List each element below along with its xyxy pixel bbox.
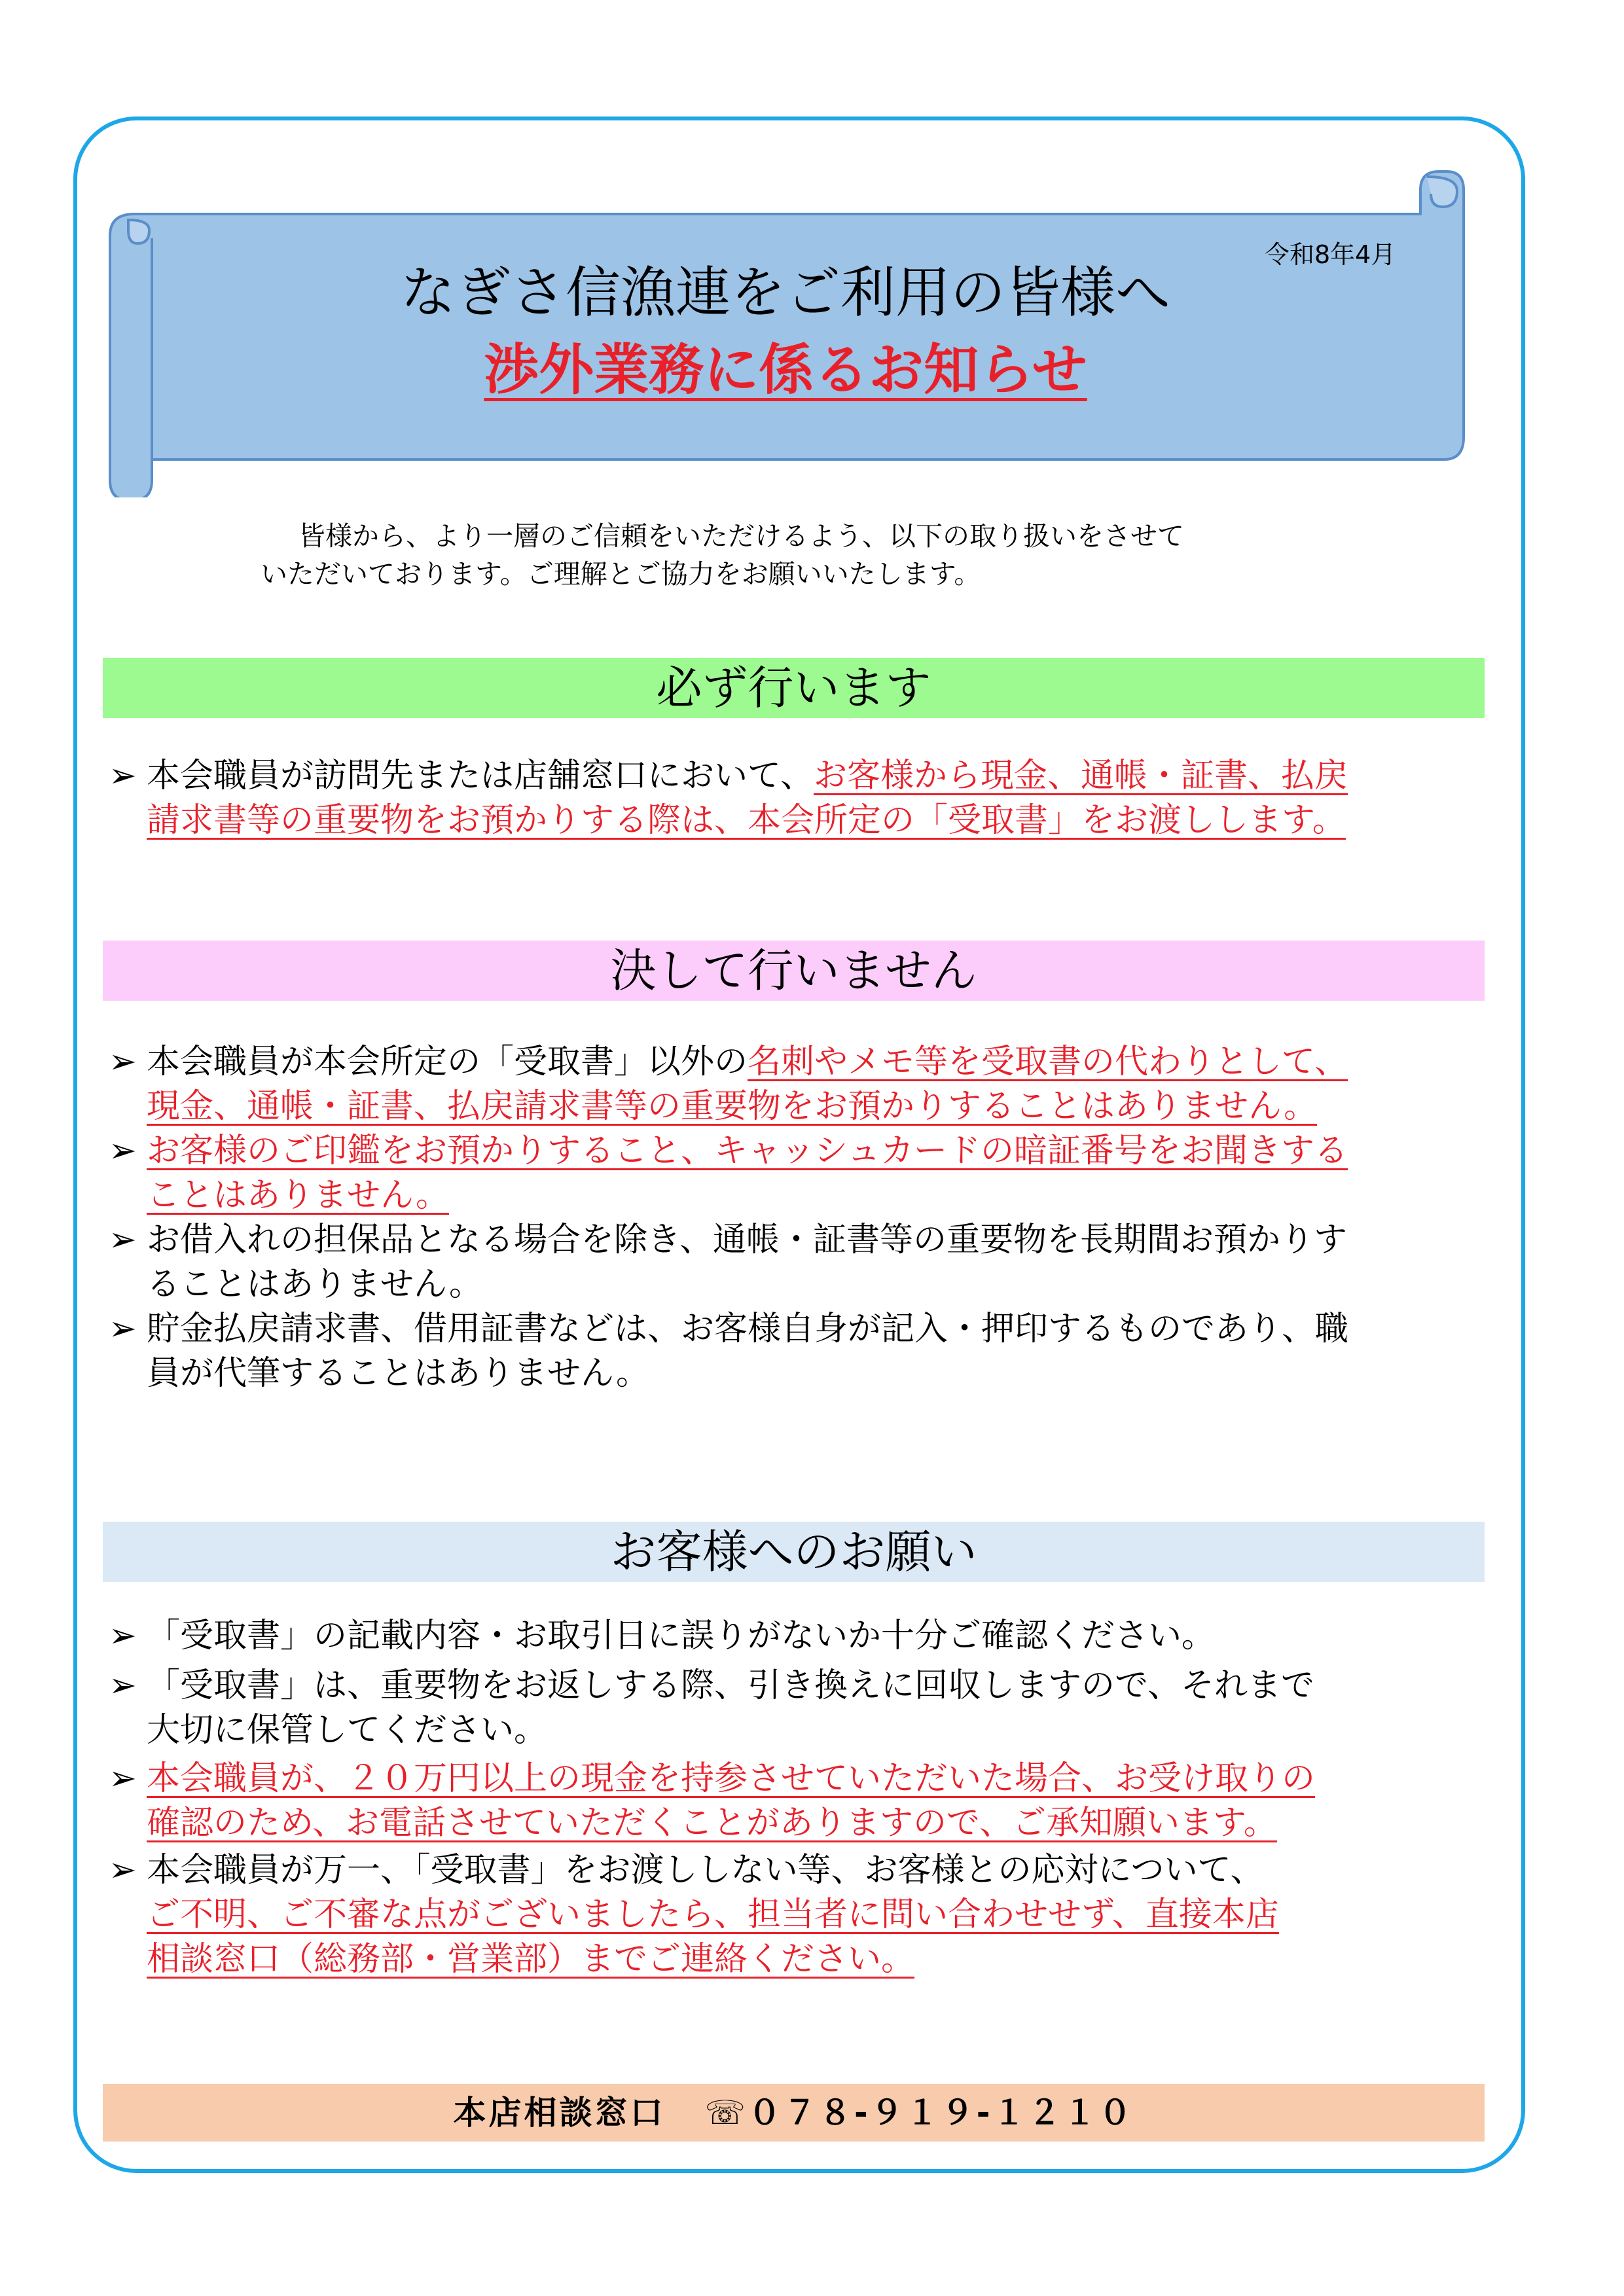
list-item: ➢ お客様のご印鑑をお預かりすること、キャッシュカードの暗証番号をお聞きする: [109, 1132, 1348, 1170]
list-item-continuation: 員が代筆することはありません。: [147, 1354, 650, 1393]
list-item: ➢ お借入れの担保品となる場合を除き、通帳・証書等の重要物を長期間お預かりす: [109, 1221, 1347, 1259]
bullet-arrow-icon: ➢: [109, 1310, 137, 1348]
list-item: ➢ 本会職員が万一、「受取書」をお渡ししない等、お客様との応対について、: [109, 1851, 1264, 1890]
phone-icon: ☏: [704, 2094, 748, 2132]
bullet-arrow-icon: ➢: [109, 1132, 137, 1170]
section-heading-never-do: 決して行いません: [103, 941, 1485, 1001]
list-item: ➢ 「受取書」は、重要物をお返しする際、引き換えに回収しますので、それまで: [109, 1666, 1314, 1705]
list-item-continuation: ご不明、ご不審な点がございましたら、担当者に問い合わせせず、直接本店: [147, 1895, 1279, 1934]
list-item: ➢ 本会職員が本会所定の「受取書」以外の名刺やメモ等を受取書の代わりとして、: [109, 1043, 1348, 1081]
contact-footer: [103, 2084, 1485, 2142]
list-item-continuation: 確認のため、お電話させていただくことがありますので、ご承知願います。: [147, 1804, 1277, 1842]
bullet-arrow-icon: ➢: [109, 1851, 137, 1890]
contact-label: 本店相談窓口: [453, 2094, 666, 2132]
bullet-arrow-icon: ➢: [109, 1759, 137, 1798]
bullet-arrow-icon: ➢: [109, 757, 137, 795]
list-item: ➢ 「受取書」の記載内容・お取引日に誤りがないか十分ご確認ください。: [109, 1617, 1216, 1655]
section-heading-must-do: 必ず行います: [103, 658, 1485, 718]
bullet-arrow-icon: ➢: [109, 1666, 137, 1705]
list-item-continuation: 請求書等の重要物をお預かりする際は、本会所定の「受取書」をお渡しします。: [147, 801, 1346, 840]
bullet-arrow-icon: ➢: [109, 1617, 137, 1655]
list-item-continuation: 大切に保管してください。: [147, 1711, 548, 1749]
phone-number: ０７８-９１９-１２１０: [748, 2094, 1134, 2132]
issue-date: 令和8年4月: [1265, 240, 1396, 269]
intro-line-2: いただいております。ご理解とご協力をお願いいたします。: [261, 558, 981, 590]
list-item: ➢ 本会職員が、２０万円以上の現金を持参させていただいた場合、お受け取りの: [109, 1759, 1316, 1798]
bullet-arrow-icon: ➢: [109, 1043, 137, 1081]
list-item: ➢ 貯金払戻請求書、借用証書などは、お客様自身が記入・押印するものであり、職: [109, 1310, 1349, 1348]
list-item-continuation: 現金、通帳・証書、払戻請求書等の重要物をお預かりすることはありません。: [147, 1087, 1318, 1126]
bullet-arrow-icon: ➢: [109, 1221, 137, 1259]
intro-line-1: 皆様から、より一層のご信頼をいただけるよう、以下の取り扱いをさせて: [298, 520, 1184, 552]
page-subtitle: 渉外業務に係るお知らせ: [484, 338, 1087, 402]
list-item-continuation: ることはありません。: [147, 1265, 483, 1304]
page-title: なぎさ信漁連をご利用の皆様へ: [400, 260, 1170, 325]
list-item-continuation: ことはありません。: [147, 1176, 450, 1215]
section-heading-requests: お客様へのお願い: [103, 1522, 1485, 1582]
list-item-continuation: 相談窓口（総務部・営業部）までご連絡ください。: [147, 1940, 915, 1979]
list-item: ➢ 本会職員が訪問先または店舗窓口において、お客様から現金、通帳・証書、払戻: [109, 757, 1348, 795]
